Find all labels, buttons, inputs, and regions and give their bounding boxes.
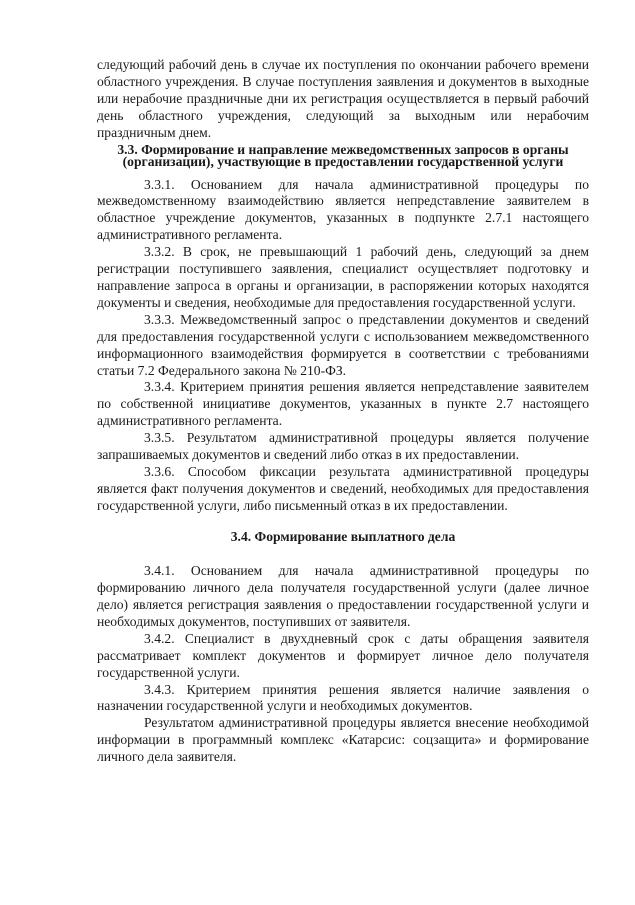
paragraph-3-4-3: 3.4.3. Критерием принятия решения является наличие заявления о назначении государственной услуги и необходимых документов. [97, 681, 589, 714]
paragraph-3-4-result: Результатом административной процедуры является внесение необходимой информации в программный комплекс «Катарсис: соцзащита» и формирование личного дела заявителя. [97, 715, 589, 765]
intro-paragraph: следующий рабочий день в случае их поступления по окончании рабочего времени областного учреждения. В случае поступления заявления и документов в выходные или нерабочие праздничные дни их регистрация осуществляется в первый рабочий день областного учреждения, следующий за выходным или нерабочим праздничным днем. [97, 57, 589, 140]
paragraph-3-4-1: 3.4.1. Основанием для начала административной процедуры по формированию личного дела получателя государственной услуги (далее личное дело) является регистрация заявления о предоставлении государственной услуги и необходимых документов, поступивших от заявителя. [97, 563, 589, 629]
paragraph-3-4-2: 3.4.2. Специалист в двухдневный срок с даты обращения заявителя рассматривает комплект документов и формирует личное дело получателя государственной услуги. [97, 630, 589, 680]
section-3-4-heading: 3.4. Формирование выплатного дела [230, 528, 456, 544]
paragraph-3-3-3: 3.3.3. Межведомственный запрос о представлении документов и сведений для предоставления государственной услуги с использованием межведомственного информационного взаимодействия формируется в соответствии с требованиями статьи 7.2 Федерального закона № 210-ФЗ. [97, 311, 589, 378]
document-page [97, 57, 589, 766]
paragraph-3-3-4: 3.3.4. Критерием принятия решения является непредставление заявителем по собственной инициативе документов, указанных в пункте 2.7 настоящего административного регламента. [97, 379, 589, 429]
paragraph-3-3-5: 3.3.5. Результатом административной процедуры является получение запрашиваемых документов и сведений либо отказ в их предоставлении. [97, 430, 589, 463]
paragraph-3-3-1: 3.3.1. Основанием для начала административной процедуры по межведомственному взаимодействию является непредставление заявителем в областное учреждение документов, указанных в подпункте 2.7.1 настоящего административного регламента. [97, 176, 589, 243]
section-3-3-heading: 3.3. Формирование и направление межведомственных запросов в органы (организации), участвующие в предоставлении государственной услуги [117, 141, 569, 170]
paragraph-3-3-2: 3.3.2. В срок, не превышающий 1 рабочий день, следующий за днем регистрации поступившего заявления, специалист осуществляет подготовку и направление запроса в органы и организации, в распоряжении которых находятся документы и сведения, необходимые для предоставления государственной услуги. [97, 244, 589, 310]
paragraph-3-3-6: 3.3.6. Способом фиксации результата административной процедуры является факт получения документов и сведений, необходимых для предоставления государственной услуги, либо письменный отказ в их предоставлении. [97, 463, 589, 513]
